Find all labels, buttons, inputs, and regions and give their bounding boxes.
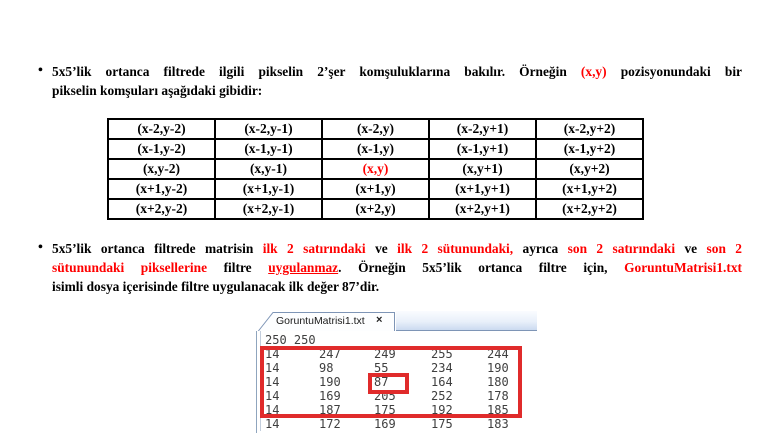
text-segment: ayrıca <box>513 241 568 256</box>
matrix-value: 255 <box>431 347 453 361</box>
bullet-dot-icon: • <box>38 240 43 255</box>
text-segment: pikselin komşuları aşağıdaki gibidir: <box>52 83 263 98</box>
neighbor-cell: (x-1,y-1) <box>215 139 322 159</box>
neighbor-cell: (x-2,y) <box>322 119 429 139</box>
matrix-value: 175 <box>374 403 396 417</box>
text-segment: ilk 2 sütunundaki, <box>397 241 514 256</box>
matrix-value: 249 <box>374 347 396 361</box>
matrix-value: 178 <box>487 389 509 403</box>
table-row <box>108 199 643 219</box>
matrix-value: 185 <box>487 403 509 417</box>
paragraph-neighborhood <box>52 62 742 100</box>
paragraph-filter-rule <box>52 239 742 296</box>
matrix-value: 164 <box>431 375 453 389</box>
neighbor-cell: (x,y-1) <box>215 159 322 179</box>
matrix-value: 14 <box>265 417 280 431</box>
editor-screenshot <box>256 311 537 432</box>
text-segment: pozisyonundaki bir <box>606 64 742 79</box>
bullet-dot-icon: • <box>38 63 43 78</box>
matrix-value: 205 <box>374 389 396 403</box>
text-segment: son 2 <box>706 241 742 256</box>
paragraph-line <box>52 239 742 258</box>
tab-label: GoruntuMatrisi1.txt <box>276 315 365 327</box>
table-row <box>108 179 643 199</box>
matrix-value: 14 <box>265 347 280 361</box>
neighbor-cell: (x+2,y-2) <box>108 199 215 219</box>
matrix-value: 175 <box>431 417 453 431</box>
editor-content[interactable] <box>256 331 537 433</box>
matrix-value: 234 <box>431 361 453 375</box>
paragraph-line <box>52 277 742 296</box>
neighbor-cell: (x+1,y) <box>322 179 429 199</box>
neighbor-cell: (x+2,y-1) <box>215 199 322 219</box>
neighbor-cell: (x+1,y+2) <box>536 179 643 199</box>
text-segment: isimli dosya içerisinde filtre uygulanacak ilk değer 87’dir. <box>52 279 380 294</box>
bullet-item-filter-rule <box>36 239 742 296</box>
neighbor-cell: (x-1,y+1) <box>429 139 536 159</box>
neighbor-cell: (x,y+2) <box>536 159 643 179</box>
neighbor-cell: (x-1,y-2) <box>108 139 215 159</box>
text-segment: (x,y) <box>580 64 607 79</box>
matrix-value: 180 <box>487 375 509 389</box>
neighbor-cell: (x-2,y-1) <box>215 119 322 139</box>
matrix-value: 172 <box>319 417 341 431</box>
highlight-rect-first-value <box>368 373 409 394</box>
text-segment: ilk 2 satırındaki <box>262 241 366 256</box>
matrix-value: 187 <box>319 403 341 417</box>
paragraph-line <box>52 258 742 277</box>
matrix-value: 247 <box>319 347 341 361</box>
matrix-value: 169 <box>319 389 341 403</box>
matrix-value: 190 <box>319 375 341 389</box>
text-segment: 5x5’lik ortanca filtrede ilgili pikselin 2’şer komşuluklarına bakılır. Örneğin <box>52 64 581 79</box>
neighbor-cell: (x+1,y+1) <box>429 179 536 199</box>
text-segment: ve <box>675 241 707 256</box>
neighbor-cell: (x-1,y+2) <box>536 139 643 159</box>
matrix-value: 55 <box>374 361 389 375</box>
tab-close-icon[interactable]: × <box>376 314 383 326</box>
table-row <box>108 159 643 179</box>
editor-header-line: 250 250 <box>265 333 316 347</box>
matrix-value: 87 <box>374 375 389 389</box>
matrix-value: 14 <box>265 403 280 417</box>
editor-tab-bar <box>256 311 537 331</box>
neighbor-cell: (x+1,y-1) <box>215 179 322 199</box>
table-row <box>108 139 643 159</box>
neighbor-cell: (x-1,y) <box>322 139 429 159</box>
matrix-value: 98 <box>319 361 334 375</box>
neighbor-cell: (x-2,y+1) <box>429 119 536 139</box>
neighbor-cell: (x+2,y+1) <box>429 199 536 219</box>
text-segment: sütunundaki piksellerine <box>52 260 208 275</box>
bullet-item-neighborhood <box>36 62 742 100</box>
text-segment: son 2 satırındaki <box>567 241 676 256</box>
text-segment: 5x5’lik ortanca filtrede matrisin <box>52 241 263 256</box>
text-segment: filtre <box>207 260 269 275</box>
neighbor-cell: (x-2,y-2) <box>108 119 215 139</box>
neighbor-cell: (x,y-2) <box>108 159 215 179</box>
neighbor-cell: (x+2,y+2) <box>536 199 643 219</box>
neighbor-table <box>107 118 644 220</box>
neighbor-cell: (x,y) <box>322 159 429 179</box>
matrix-value: 252 <box>431 389 453 403</box>
neighbor-cell: (x-2,y+2) <box>536 119 643 139</box>
matrix-value: 244 <box>487 347 509 361</box>
table-row <box>108 119 643 139</box>
matrix-value: 14 <box>265 389 280 403</box>
text-segment: ve <box>365 241 398 256</box>
matrix-value: 14 <box>265 375 280 389</box>
text-segment: uygulanmaz <box>268 260 339 275</box>
paragraph-line <box>52 81 742 100</box>
tab-bar-filler <box>396 311 537 331</box>
matrix-value: 169 <box>374 417 396 431</box>
matrix-value: 14 <box>265 361 280 375</box>
text-segment: . Örneğin 5x5’lik ortanca filtre için, <box>338 260 625 275</box>
editor-matrix-row <box>257 417 537 431</box>
matrix-value: 192 <box>431 403 453 417</box>
paragraph-line <box>52 62 742 81</box>
matrix-value: 183 <box>487 417 509 431</box>
matrix-value: 190 <box>487 361 509 375</box>
neighbor-cell: (x+1,y-2) <box>108 179 215 199</box>
neighbor-cell: (x+2,y) <box>322 199 429 219</box>
neighbor-cell: (x,y+1) <box>429 159 536 179</box>
text-segment: GoruntuMatrisi1.txt <box>624 260 742 275</box>
editor-tab[interactable] <box>256 311 396 331</box>
